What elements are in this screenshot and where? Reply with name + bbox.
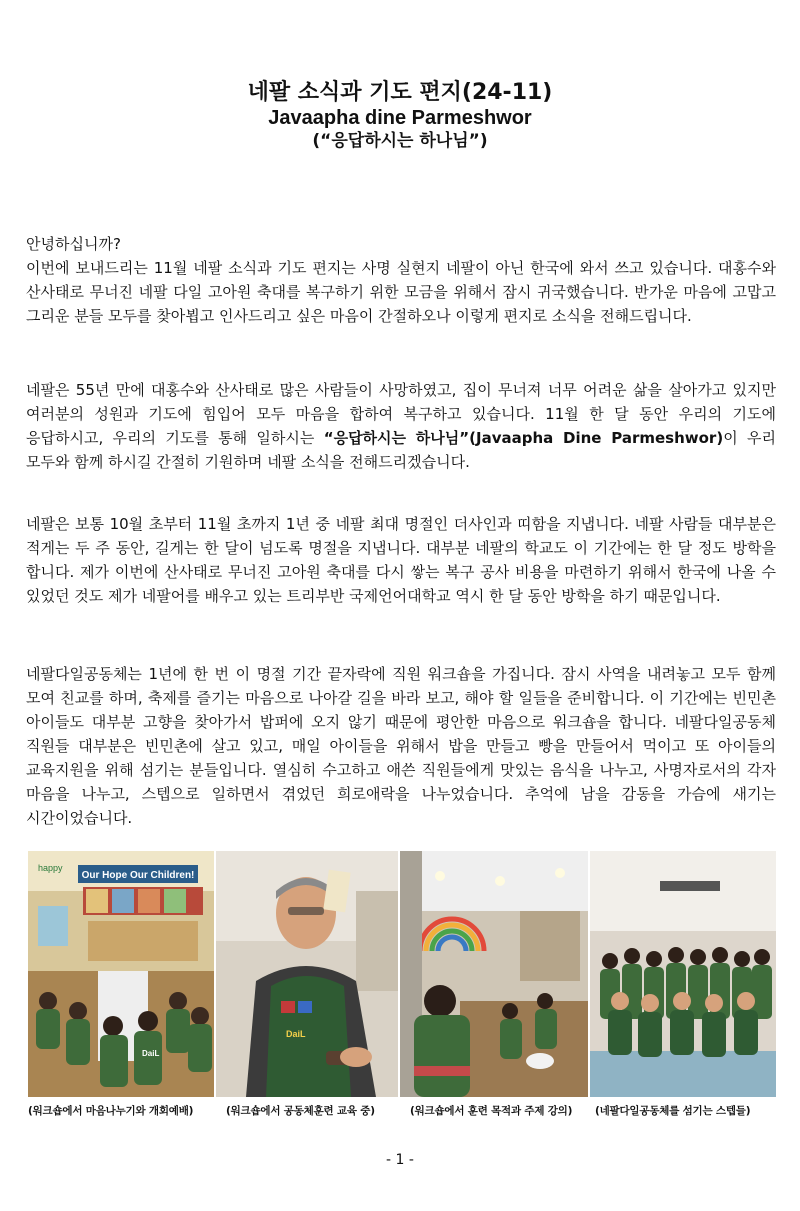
- photo-worship-hall: [28, 851, 214, 1097]
- letter-title: 네팔 소식과 기도 편지(24-11): [247, 80, 553, 105]
- caption-1: (워크숍에서 마음나누기와 개회예배): [28, 1105, 194, 1117]
- caption-2: (워크숍에서 공동체훈련 교육 중): [226, 1105, 375, 1117]
- letter-subtitle: Javaapha dine Parmeshwor: [268, 107, 532, 129]
- banner-text: Our Hope Our Children!: [81, 870, 195, 881]
- page-number: - 1 -: [386, 1152, 414, 1168]
- paragraph-2-end: 이 우리 모두와 함께 하시길 간절히 기원하며 네팔 소식을 전해드리겠습니다.: [26, 429, 776, 471]
- happy-text: happy: [38, 863, 63, 873]
- photo-captions: [28, 1103, 776, 1118]
- paragraph-1: 이번에 보내드리는 11월 네팔 소식과 기도 편지는 사명 실현지 네팔이 아닌 한국에 와서 쓰고 있습니다. 대홍수와 산사태로 무너진 네팔 다일 고아원 축대를 복구하기 위한 모금을 위해서 잠시 귀국했습니다. 반가운 마음에 고맙고 그리운 분들 모두를 찾아뵙고 인사드리고 싶은 마음이 간절하오나 이렇게 편지로 소식을 전해드립니다.: [26, 259, 776, 325]
- vest-text-2: DaiL: [286, 1029, 306, 1039]
- photo-strip: [28, 851, 776, 1097]
- photo-lecture-room: [400, 851, 588, 1097]
- paragraph-4: 네팔다일공동체는 1년에 한 번 이 명절 기간 끝자락에 직원 워크숍을 가집니다. 잠시 사역을 내려놓고 모두 함께 모여 친교를 하며, 축제를 즐기는 마음으로 나아갈 길을 바라 보고, 해야 할 일들을 준비합니다. 이 기간에는 빈민촌 아이들도 대부분 고향을 찾아가서 밥퍼에 오지 않기 때문에 평안한 마음으로 워크숍을 합니다. 네팔다일공동체 직원들 대부분은 빈민촌에 살고 있고, 매일 아이들을 위해서 밥을 만들고 빵을 만들어서 먹이고 또 아이들의 교육지원을 위해 섬기는 분들입니다. 열심히 수고하고 애쓴 직원들에게 맛있는 음식을 나누고, 사명자로서의 각자 마음을 나누고, 스텝으로 일하면서 겪었던 희로애락을 나누었습니다. 추억에 남을 감동을 가슴에 새기는 시간이었습니다.: [26, 665, 776, 827]
- paragraph-2: [26, 378, 776, 474]
- paragraph-2-start: 네팔은 55년 만에 대홍수와 산사태로 많은 사람들이 사망하였고, 집이 무너져 너무 어려운 삶을 살아가고 있지만 여러분의 성원과 기도에 힘입어 모두 마음을 합하여 복구하고 있습니다. 11월 한 달 동안 우리의 기도에 응답하시고, 우리의 기도를 통해 일하시는: [26, 381, 776, 447]
- caption-4: (네팔다일공동체를 섬기는 스텝들): [595, 1105, 751, 1117]
- greeting: 안녕하십니까?: [26, 235, 121, 253]
- paragraph-3: 네팔은 보통 10월 초부터 11월 초까지 1년 중 네팔 최대 명절인 더사인과 띠함을 지냅니다. 네팔 사람들 대부분은 적게는 두 주 동안, 길게는 한 달이 넘도록 명절을 지냅니다. 대부분 네팔의 학교도 이 기간에는 한 달 정도 방학을 합니다. 제가 이번에 산사태로 무너진 고아원 축대를 다시 쌓는 복구 공사 비용을 마련하기 위해서 한국에 나올 수 있었던 것도 제가 네팔어를 배우고 있는 트리부반 국제언어대학교 역시 한 달 동안 방학을 하기 때문입니다.: [26, 515, 776, 605]
- paragraph-2-bold: “응답하시는 하나님”(Javaapha Dine Parmeshwor): [323, 429, 724, 447]
- photo-group-staff: [590, 851, 776, 1097]
- title-block: [0, 80, 800, 152]
- letter-subtitle-korean: (“응답하시는 하나님”): [312, 131, 488, 151]
- vest-text: DaiL: [142, 1049, 160, 1058]
- photo-speaker: [216, 851, 398, 1097]
- caption-3: (워크숍에서 훈련 목적과 주제 강의): [410, 1105, 573, 1117]
